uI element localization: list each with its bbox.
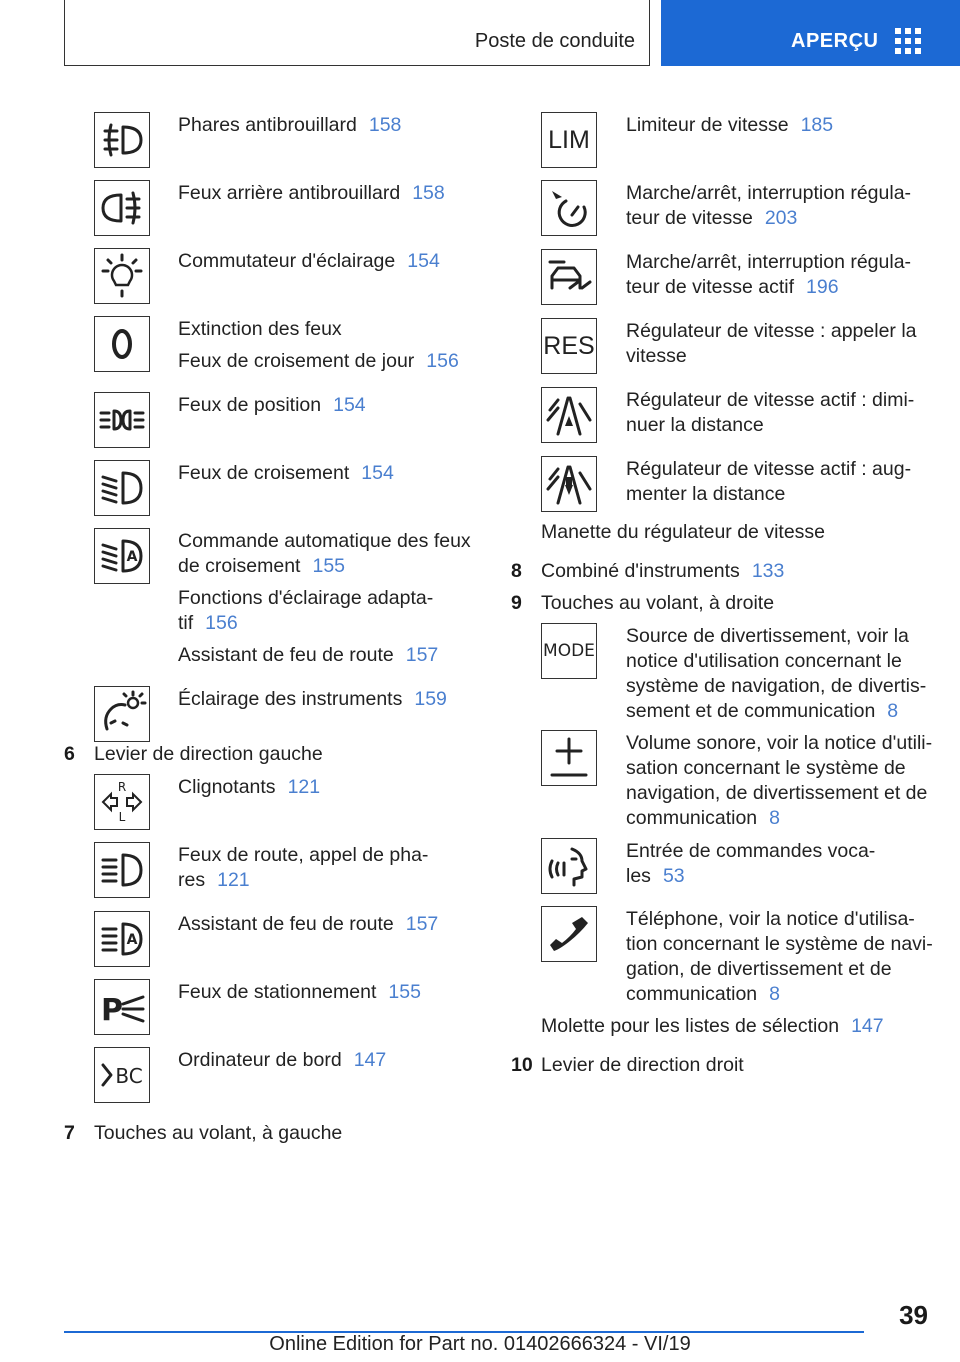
speed-limiter-icon-line-0-text: Limiteur de vitesse xyxy=(626,114,789,136)
phone-icon-line-1 xyxy=(626,932,933,957)
section-6-title-text: Levier de direction gauche xyxy=(94,743,323,765)
high-beam-icon-line-0-text: Feux de route, appel de pha- xyxy=(178,844,429,866)
lights-off-icon-line-1-text: Feux de croisement de jour xyxy=(178,350,415,372)
active-cruise-control-icon-line-1 xyxy=(626,275,839,300)
distance-decrease-icon-line-1-text: nuer la distance xyxy=(626,414,764,436)
active-cruise-control-icon-line-0-text: Marche/arrêt, interruption régula- xyxy=(626,251,912,273)
auto-low-beam-icon-line-0 xyxy=(178,529,471,554)
turn-signal-icon xyxy=(94,774,150,830)
resume-icon xyxy=(541,318,597,374)
fog-lights-rear-icon-svg xyxy=(97,183,147,233)
turn-signal-icon-line-0-page-ref[interactable]: 121 xyxy=(287,776,321,798)
auto-low-beam-icon-svg xyxy=(97,531,147,581)
volume-icon-line-1 xyxy=(626,756,906,781)
distance-increase-icon-line-0-text: Régulateur de vitesse actif : aug- xyxy=(626,458,912,480)
low-beam-icon-line-0-text: Feux de croisement xyxy=(178,462,350,484)
parking-light-side-icon-line-0 xyxy=(178,980,421,1005)
voice-command-icon-line-0 xyxy=(626,839,875,864)
mode-icon-line-1-text: notice d'utilisation concernant le xyxy=(626,650,902,672)
phone-icon-line-0 xyxy=(626,907,915,932)
speed-limiter-icon-line-0 xyxy=(626,113,833,138)
selection-wheel-label-page-ref[interactable]: 147 xyxy=(851,1015,884,1037)
section-7-number: 7 xyxy=(64,1122,75,1144)
high-beam-icon-line-1-text: res xyxy=(178,869,206,891)
fog-lights-front-icon-svg xyxy=(97,115,147,165)
active-cruise-control-icon-line-1-text: teur de vitesse actif xyxy=(626,276,794,298)
lights-off-icon-line-0 xyxy=(178,317,342,342)
active-cruise-control-icon-svg xyxy=(544,252,594,302)
cruise-control-icon-line-1 xyxy=(626,206,797,231)
section-8-title xyxy=(541,559,784,584)
cruise-control-icon-svg xyxy=(544,183,594,233)
lights-off-icon-line-0-text: Extinction des feux xyxy=(178,318,342,340)
cruise-lever-label-text: Manette du régulateur de vitesse xyxy=(541,521,826,543)
speed-limiter-icon-line-0-page-ref[interactable]: 185 xyxy=(800,114,834,136)
instrument-lighting-icon xyxy=(94,686,150,742)
section-10-title xyxy=(541,1053,744,1078)
onboard-computer-icon-line-0-page-ref[interactable]: 147 xyxy=(353,1049,387,1071)
section-9-title xyxy=(541,591,774,616)
section-9-title-text: Touches au volant, à droite xyxy=(541,592,775,614)
section-7-title xyxy=(94,1121,342,1146)
section-8-number: 8 xyxy=(511,560,522,582)
turn-signal-icon-line-0-text: Clignotants xyxy=(178,776,276,798)
lights-off-icon-line-1 xyxy=(178,349,459,374)
high-beam-assist-icon-line-0 xyxy=(178,912,438,937)
low-beam-icon-svg xyxy=(97,463,147,513)
instrument-lighting-icon-svg xyxy=(97,689,147,739)
instrument-lighting-icon-line-0 xyxy=(178,687,447,712)
header-chapter[interactable] xyxy=(661,0,960,66)
instrument-lighting-icon-line-0-page-ref[interactable]: 159 xyxy=(414,688,447,710)
auto-low-beam-icon-line-4-page-ref[interactable]: 157 xyxy=(405,644,439,666)
light-switch-icon-line-0-page-ref[interactable]: 154 xyxy=(407,250,440,272)
auto-low-beam-icon-line-3 xyxy=(178,611,238,636)
active-cruise-control-icon xyxy=(541,249,597,305)
section-9-number: 9 xyxy=(511,592,522,614)
low-beam-icon xyxy=(94,460,150,516)
section-10-number: 10 xyxy=(511,1054,533,1076)
voice-command-icon-line-1 xyxy=(626,864,685,889)
voice-command-icon-line-1-text: les xyxy=(626,865,651,887)
voice-command-icon-line-0-text: Entrée de commandes voca- xyxy=(626,840,876,862)
onboard-computer-icon-line-0-text: Ordinateur de bord xyxy=(178,1049,342,1071)
auto-low-beam-icon-line-4-text: Assistant de feu de route xyxy=(178,644,394,666)
turn-signal-icon-svg xyxy=(97,777,147,827)
phone-icon-line-3 xyxy=(626,982,780,1007)
cruise-lever-label xyxy=(541,520,825,545)
distance-decrease-icon-line-0 xyxy=(626,388,914,413)
mode-icon-line-3 xyxy=(626,699,898,724)
active-cruise-control-icon-line-0 xyxy=(626,250,911,275)
distance-decrease-icon xyxy=(541,387,597,443)
onboard-computer-icon-line-0 xyxy=(178,1048,386,1073)
auto-low-beam-icon-line-3-text: tif xyxy=(178,612,194,634)
voice-command-icon-svg xyxy=(544,841,594,891)
onboard-computer-icon-svg xyxy=(97,1050,147,1100)
auto-low-beam-icon-line-1-text: de croisement xyxy=(178,555,301,577)
fog-lights-front-icon-line-0-page-ref[interactable]: 158 xyxy=(368,114,402,136)
distance-increase-icon-line-1 xyxy=(626,482,785,507)
light-switch-icon xyxy=(94,248,150,304)
cruise-control-icon-line-1-page-ref[interactable]: 203 xyxy=(764,207,798,229)
cruise-control-icon xyxy=(541,180,597,236)
fog-lights-front-icon-line-0-text: Phares antibrouillard xyxy=(178,114,357,136)
page-number: 39 xyxy=(899,1300,928,1330)
phone-icon-line-3-page-ref[interactable]: 8 xyxy=(769,983,780,1005)
light-switch-icon-svg xyxy=(97,251,147,301)
resume-icon-line-0-text: Régulateur de vitesse : appeler la xyxy=(626,320,917,342)
selection-wheel-label-text: Molette pour les listes de sélection xyxy=(541,1015,840,1037)
high-beam-icon-svg xyxy=(97,845,147,895)
high-beam-assist-icon-svg xyxy=(97,914,147,964)
auto-low-beam-icon-line-3-page-ref[interactable]: 156 xyxy=(205,612,238,634)
footer-edition: Online Edition for Part no. 01402666324 - VI/19 xyxy=(269,1333,691,1355)
mode-icon-line-2-text: système de navigation, de divertis- xyxy=(626,675,927,697)
lights-off-icon-line-1-page-ref[interactable]: 156 xyxy=(426,350,459,372)
resume-icon-line-1 xyxy=(626,344,687,369)
volume-icon-line-2-text: navigation, de divertissement et de xyxy=(626,782,928,804)
grid-menu-icon[interactable] xyxy=(895,28,921,54)
auto-low-beam-icon-line-1 xyxy=(178,554,345,579)
lights-off-icon xyxy=(94,316,150,372)
high-beam-assist-icon xyxy=(94,911,150,967)
auto-low-beam-icon-line-2-text: Fonctions d'éclairage adapta- xyxy=(178,587,434,609)
fog-lights-rear-icon-line-0-text: Feux arrière antibrouillard xyxy=(178,182,401,204)
volume-icon-line-2 xyxy=(626,781,927,806)
volume-icon-line-3-text: communication xyxy=(626,807,758,829)
section-7-title-text: Touches au volant, à gauche xyxy=(94,1122,343,1144)
header-section xyxy=(64,0,650,66)
light-switch-icon-line-0 xyxy=(178,249,440,274)
svg-text:BC: BC xyxy=(115,1064,143,1088)
section-6-number: 6 xyxy=(64,743,75,765)
onboard-computer-icon xyxy=(94,1047,150,1103)
mode-icon-line-0-text: Source de divertissement, voir la xyxy=(626,625,909,647)
volume-icon-svg xyxy=(544,733,594,783)
section-8-title-page-ref[interactable]: 133 xyxy=(751,560,785,582)
turn-signal-icon-line-0 xyxy=(178,775,320,800)
volume-icon-line-1-text: sation concernant le système de xyxy=(626,757,906,779)
phone-icon-line-3-text: communication xyxy=(626,983,758,1005)
svg-text:R: R xyxy=(117,780,127,794)
instrument-lighting-icon-line-0-text: Éclairage des instruments xyxy=(178,688,403,710)
mode-icon-line-3-text: sement et de communication xyxy=(626,700,876,722)
auto-low-beam-icon-line-2 xyxy=(178,586,433,611)
fog-lights-rear-icon-line-0 xyxy=(178,181,445,206)
selection-wheel-label xyxy=(541,1014,884,1039)
parking-light-side-icon-svg xyxy=(97,982,147,1032)
section-10-title-text: Levier de direction droit xyxy=(541,1054,744,1076)
phone-icon-line-2 xyxy=(626,957,892,982)
fog-lights-front-icon xyxy=(94,112,150,168)
fog-lights-front-icon-line-0 xyxy=(178,113,401,138)
parking-lights-icon-line-0 xyxy=(178,393,366,418)
speed-limiter-icon xyxy=(541,112,597,168)
distance-increase-icon-line-1-text: menter la distance xyxy=(626,483,786,505)
auto-low-beam-icon-line-0-text: Commande automatique des feux xyxy=(178,530,471,552)
high-beam-icon xyxy=(94,842,150,898)
parking-lights-icon-line-0-page-ref[interactable]: 154 xyxy=(333,394,366,416)
auto-low-beam-icon-line-4 xyxy=(178,643,438,668)
section-title: Poste de conduite xyxy=(474,30,635,52)
low-beam-icon-line-0 xyxy=(178,461,394,486)
cruise-control-icon-line-0-text: Marche/arrêt, interruption régula- xyxy=(626,182,912,204)
phone-icon-line-2-text: gation, de divertissement et de xyxy=(626,958,892,980)
low-beam-icon-line-0-page-ref[interactable]: 154 xyxy=(361,462,394,484)
lights-off-icon-svg xyxy=(97,319,147,369)
mode-icon-line-3-page-ref[interactable]: 8 xyxy=(887,700,899,722)
resume-icon-line-1-text: vitesse xyxy=(626,345,687,367)
section-8-title-text: Combiné d'instruments xyxy=(541,560,740,582)
light-switch-icon-line-0-text: Commutateur d'éclairage xyxy=(178,250,396,272)
parking-lights-icon-line-0-text: Feux de position xyxy=(178,394,322,416)
high-beam-icon-line-1-page-ref[interactable]: 121 xyxy=(217,869,250,891)
volume-icon-line-0-text: Volume sonore, voir la notice d'utili- xyxy=(626,732,933,754)
svg-text:P: P xyxy=(101,993,123,1028)
auto-low-beam-icon-line-1-page-ref[interactable]: 155 xyxy=(312,555,346,577)
voice-command-icon xyxy=(541,838,597,894)
resume-icon-label: RES xyxy=(543,331,595,360)
high-beam-assist-icon-line-0-page-ref[interactable]: 157 xyxy=(405,913,439,935)
distance-increase-icon-svg xyxy=(544,459,594,509)
mode-icon-label: MODE xyxy=(543,641,595,661)
fog-lights-rear-icon-line-0-page-ref[interactable]: 158 xyxy=(412,182,445,204)
svg-text:A: A xyxy=(126,932,138,948)
cruise-control-icon-line-1-text: teur de vitesse xyxy=(626,207,753,229)
distance-decrease-icon-line-0-text: Régulateur de vitesse actif : dimi- xyxy=(626,389,915,411)
speed-limiter-icon-label: LIM xyxy=(548,125,590,154)
phone-icon xyxy=(541,906,597,962)
parking-light-side-icon-line-0-page-ref[interactable]: 155 xyxy=(388,981,421,1003)
active-cruise-control-icon-line-1-page-ref[interactable]: 196 xyxy=(806,276,839,298)
parking-light-side-icon-line-0-text: Feux de stationnement xyxy=(178,981,377,1003)
cruise-control-icon-line-0 xyxy=(626,181,911,206)
svg-text:A: A xyxy=(126,549,138,565)
voice-command-icon-line-1-page-ref[interactable]: 53 xyxy=(662,865,685,887)
distance-decrease-icon-line-1 xyxy=(626,413,764,438)
phone-icon-line-0-text: Téléphone, voir la notice d'utilisa- xyxy=(626,908,915,930)
mode-icon-line-1 xyxy=(626,649,902,674)
high-beam-icon-line-0 xyxy=(178,843,428,868)
high-beam-icon-line-1 xyxy=(178,868,250,893)
section-6-title xyxy=(94,742,323,767)
resume-icon-line-0 xyxy=(626,319,917,344)
volume-icon-line-3-page-ref[interactable]: 8 xyxy=(769,807,780,829)
svg-text:L: L xyxy=(118,810,126,824)
mode-icon xyxy=(541,623,597,679)
fog-lights-rear-icon xyxy=(94,180,150,236)
volume-icon-line-3 xyxy=(626,806,780,831)
chapter-title: APERÇU xyxy=(791,30,879,52)
distance-increase-icon xyxy=(541,456,597,512)
parking-light-side-icon xyxy=(94,979,150,1035)
mode-icon-line-0 xyxy=(626,624,909,649)
phone-icon-svg xyxy=(544,909,594,959)
parking-lights-icon xyxy=(94,392,150,448)
mode-icon-line-2 xyxy=(626,674,926,699)
high-beam-assist-icon-line-0-text: Assistant de feu de route xyxy=(178,913,394,935)
distance-increase-icon-line-0 xyxy=(626,457,911,482)
volume-icon-line-0 xyxy=(626,731,932,756)
distance-decrease-icon-svg xyxy=(544,390,594,440)
phone-icon-line-1-text: tion concernant le système de navi- xyxy=(626,933,933,955)
auto-low-beam-icon xyxy=(94,528,150,584)
parking-lights-icon-svg xyxy=(97,395,147,445)
volume-icon xyxy=(541,730,597,786)
